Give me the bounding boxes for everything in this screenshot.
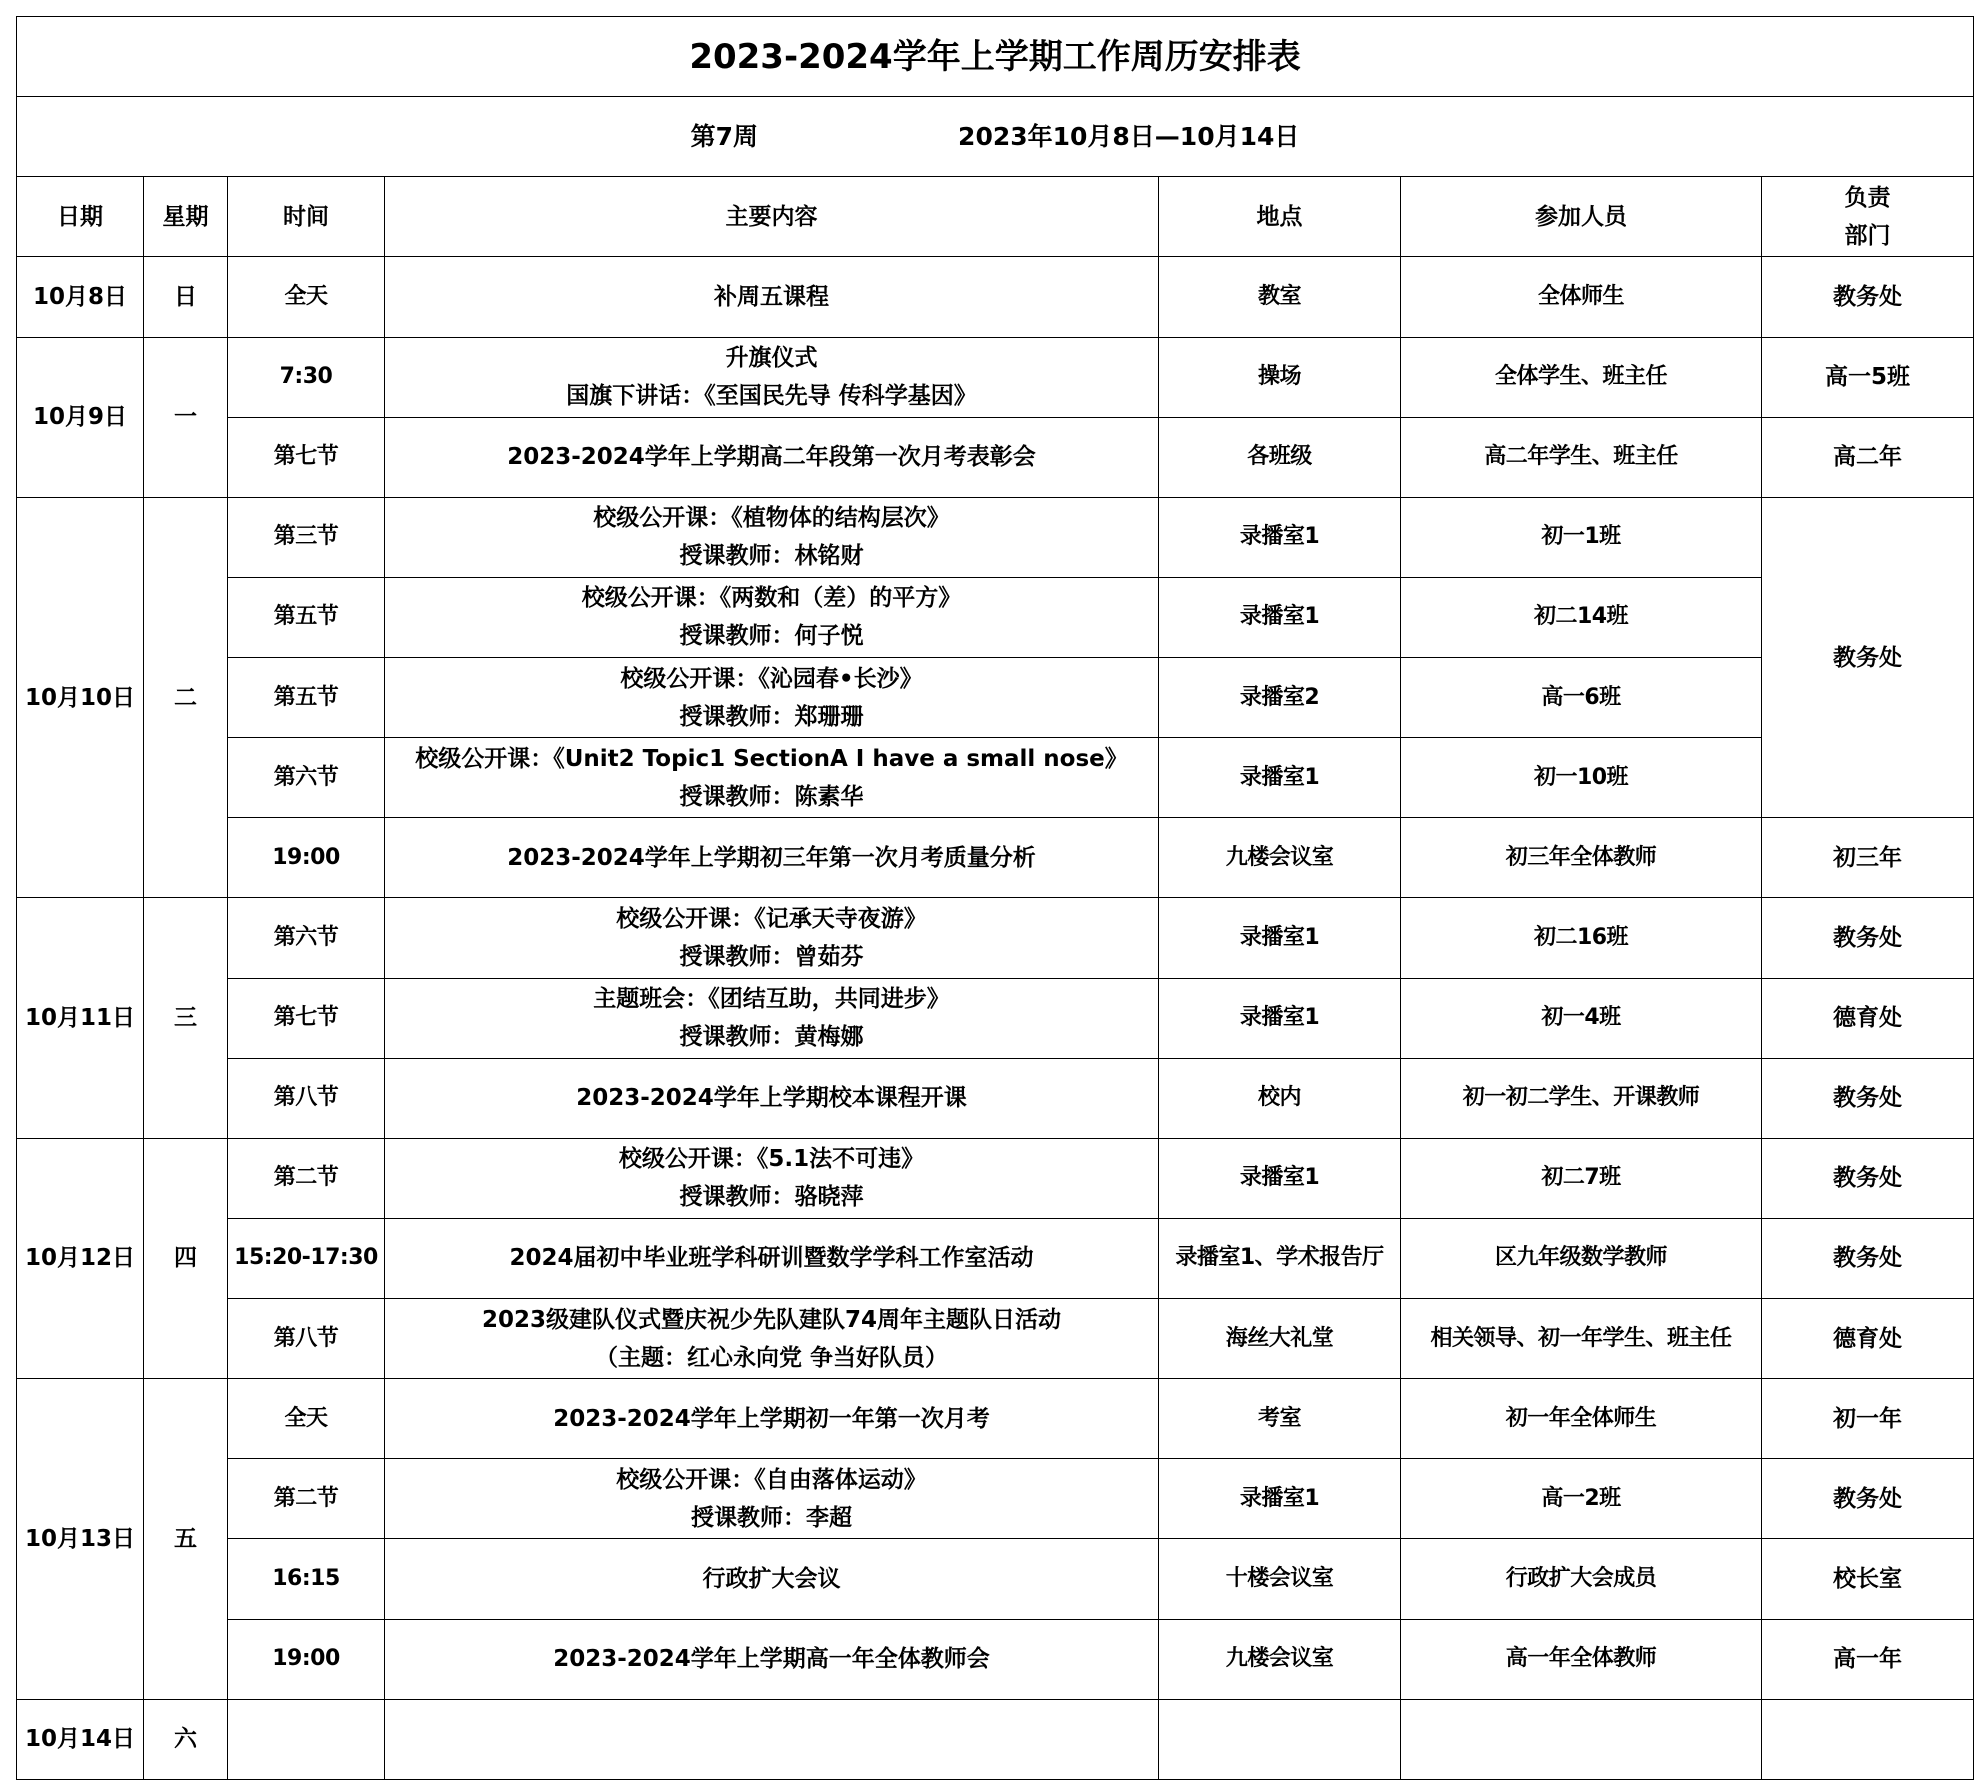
weekly-schedule-table [16, 16, 1974, 1780]
people-cell: 初一初二学生、开课教师 [1401, 1058, 1762, 1138]
place-cell: 十楼会议室 [1159, 1539, 1401, 1619]
place-cell: 海丝大礼堂 [1159, 1299, 1401, 1379]
week-info-row [17, 97, 1974, 177]
table-row [17, 898, 1974, 978]
place-cell: 录播室1 [1159, 978, 1401, 1058]
people-cell: 全体学生、班主任 [1401, 337, 1762, 417]
date-cell: 10月10日 [17, 497, 144, 898]
date-cell: 10月14日 [17, 1699, 144, 1779]
header-row [17, 177, 1974, 257]
date-cell: 10月13日 [17, 1379, 144, 1700]
people-cell [1401, 1699, 1762, 1779]
dept-cell: 教务处 [1762, 1459, 1974, 1539]
content-cell: 升旗仪式 国旗下讲话：《至国民先导 传科学基因》 [385, 337, 1159, 417]
week-date-range: 2023年10月8日—10月14日 [958, 121, 1300, 151]
header-dept: 负责 部门 [1762, 177, 1974, 257]
dept-cell [1762, 1699, 1974, 1779]
content-cell: 校级公开课：《Unit2 Topic1 SectionA I have a small nose》 授课教师：陈素华 [385, 738, 1159, 818]
weekday-cell: 二 [144, 497, 228, 898]
place-cell: 校内 [1159, 1058, 1401, 1138]
header-weekday: 星期 [144, 177, 228, 257]
date-cell: 10月9日 [17, 337, 144, 497]
table-row [17, 417, 1974, 497]
people-cell: 初一年全体师生 [1401, 1379, 1762, 1459]
weekday-cell: 五 [144, 1379, 228, 1700]
people-cell: 初一1班 [1401, 497, 1762, 577]
time-cell: 第六节 [228, 738, 385, 818]
place-cell: 各班级 [1159, 417, 1401, 497]
place-cell: 录播室1 [1159, 577, 1401, 657]
people-cell: 初三年全体教师 [1401, 818, 1762, 898]
header-place: 地点 [1159, 177, 1401, 257]
table-row [17, 577, 1974, 657]
time-cell: 第八节 [228, 1299, 385, 1379]
date-cell: 10月8日 [17, 257, 144, 337]
people-cell: 高一6班 [1401, 658, 1762, 738]
time-cell: 第七节 [228, 978, 385, 1058]
place-cell: 九楼会议室 [1159, 1619, 1401, 1699]
content-cell: 校级公开课：《记承天寺夜游》 授课教师：曾茹芬 [385, 898, 1159, 978]
time-cell: 第三节 [228, 497, 385, 577]
content-cell: 校级公开课：《沁园春•长沙》 授课教师：郑珊珊 [385, 658, 1159, 738]
table-row [17, 1058, 1974, 1138]
content-cell: 2023-2024学年上学期初三年第一次月考质量分析 [385, 818, 1159, 898]
dept-cell: 初三年 [1762, 818, 1974, 898]
dept-cell: 校长室 [1762, 1539, 1974, 1619]
table-row [17, 497, 1974, 577]
table-row [17, 1138, 1974, 1218]
time-cell: 第六节 [228, 898, 385, 978]
dept-cell: 高一5班 [1762, 337, 1974, 417]
content-cell: 行政扩大会议 [385, 1539, 1159, 1619]
dept-cell: 教务处 [1762, 1058, 1974, 1138]
dept-cell: 教务处 [1762, 1138, 1974, 1218]
table-row [17, 1299, 1974, 1379]
header-time: 时间 [228, 177, 385, 257]
people-cell: 初二16班 [1401, 898, 1762, 978]
table-row [17, 818, 1974, 898]
people-cell: 初一10班 [1401, 738, 1762, 818]
weekday-cell: 六 [144, 1699, 228, 1779]
header-date: 日期 [17, 177, 144, 257]
content-cell: 2024届初中毕业班学科研训暨数学学科工作室活动 [385, 1218, 1159, 1298]
time-cell: 第二节 [228, 1138, 385, 1218]
date-cell: 10月12日 [17, 1138, 144, 1378]
dept-cell: 教务处 [1762, 898, 1974, 978]
content-cell: 补周五课程 [385, 257, 1159, 337]
page-title: 2023-2024学年上学期工作周历安排表 [17, 17, 1974, 97]
week-info [17, 97, 1974, 177]
place-cell: 考室 [1159, 1379, 1401, 1459]
time-cell: 第五节 [228, 577, 385, 657]
header-content: 主要内容 [385, 177, 1159, 257]
place-cell [1159, 1699, 1401, 1779]
content-cell: 2023级建队仪式暨庆祝少先队建队74周年主题队日活动 （主题：红心永向党 争当好队员） [385, 1299, 1159, 1379]
place-cell: 操场 [1159, 337, 1401, 417]
week-number: 第7周 [690, 121, 759, 151]
content-cell: 校级公开课：《自由落体运动》 授课教师：李超 [385, 1459, 1159, 1539]
table-row [17, 1218, 1974, 1298]
time-cell: 第五节 [228, 658, 385, 738]
time-cell: 15:20-17:30 [228, 1218, 385, 1298]
title-row [17, 17, 1974, 97]
table-row [17, 1699, 1974, 1779]
weekday-cell: 日 [144, 257, 228, 337]
people-cell: 区九年级数学教师 [1401, 1218, 1762, 1298]
time-cell: 第七节 [228, 417, 385, 497]
table-row [17, 978, 1974, 1058]
table-row [17, 1539, 1974, 1619]
place-cell: 录播室1、学术报告厅 [1159, 1218, 1401, 1298]
content-cell: 2023-2024学年上学期高二年段第一次月考表彰会 [385, 417, 1159, 497]
content-cell: 校级公开课：《两数和（差）的平方》 授课教师：何子悦 [385, 577, 1159, 657]
place-cell: 录播室1 [1159, 738, 1401, 818]
weekday-cell: 四 [144, 1138, 228, 1378]
place-cell: 录播室1 [1159, 898, 1401, 978]
table-row [17, 1379, 1974, 1459]
time-cell [228, 1699, 385, 1779]
table-row [17, 1619, 1974, 1699]
place-cell: 教室 [1159, 257, 1401, 337]
table-row [17, 738, 1974, 818]
place-cell: 录播室1 [1159, 1138, 1401, 1218]
time-cell: 第八节 [228, 1058, 385, 1138]
time-cell: 全天 [228, 257, 385, 337]
dept-cell: 教务处 [1762, 497, 1974, 818]
time-cell: 第二节 [228, 1459, 385, 1539]
time-cell: 7:30 [228, 337, 385, 417]
people-cell: 行政扩大会成员 [1401, 1539, 1762, 1619]
people-cell: 初二14班 [1401, 577, 1762, 657]
people-cell: 高一2班 [1401, 1459, 1762, 1539]
dept-cell: 教务处 [1762, 257, 1974, 337]
people-cell: 全体师生 [1401, 257, 1762, 337]
dept-cell: 德育处 [1762, 1299, 1974, 1379]
dept-cell: 高一年 [1762, 1619, 1974, 1699]
content-cell: 2023-2024学年上学期校本课程开课 [385, 1058, 1159, 1138]
content-cell: 校级公开课：《植物体的结构层次》 授课教师：林铭财 [385, 497, 1159, 577]
people-cell: 高一年全体教师 [1401, 1619, 1762, 1699]
place-cell: 录播室1 [1159, 497, 1401, 577]
header-people: 参加人员 [1401, 177, 1762, 257]
people-cell: 相关领导、初一年学生、班主任 [1401, 1299, 1762, 1379]
dept-cell: 高二年 [1762, 417, 1974, 497]
table-row [17, 337, 1974, 417]
people-cell: 高二年学生、班主任 [1401, 417, 1762, 497]
place-cell: 录播室2 [1159, 658, 1401, 738]
content-cell: 主题班会：《团结互助，共同进步》 授课教师：黄梅娜 [385, 978, 1159, 1058]
table-row [17, 257, 1974, 337]
content-cell: 2023-2024学年上学期初一年第一次月考 [385, 1379, 1159, 1459]
weekday-cell: 三 [144, 898, 228, 1138]
content-cell: 校级公开课：《5.1法不可违》 授课教师：骆晓萍 [385, 1138, 1159, 1218]
dept-cell: 德育处 [1762, 978, 1974, 1058]
time-cell: 16:15 [228, 1539, 385, 1619]
table-row [17, 658, 1974, 738]
table-row [17, 1459, 1974, 1539]
time-cell: 全天 [228, 1379, 385, 1459]
time-cell: 19:00 [228, 1619, 385, 1699]
people-cell: 初一4班 [1401, 978, 1762, 1058]
content-cell: 2023-2024学年上学期高一年全体教师会 [385, 1619, 1159, 1699]
people-cell: 初二7班 [1401, 1138, 1762, 1218]
date-cell: 10月11日 [17, 898, 144, 1138]
time-cell: 19:00 [228, 818, 385, 898]
content-cell [385, 1699, 1159, 1779]
place-cell: 录播室1 [1159, 1459, 1401, 1539]
place-cell: 九楼会议室 [1159, 818, 1401, 898]
dept-cell: 初一年 [1762, 1379, 1974, 1459]
weekday-cell: 一 [144, 337, 228, 497]
dept-cell: 教务处 [1762, 1218, 1974, 1298]
